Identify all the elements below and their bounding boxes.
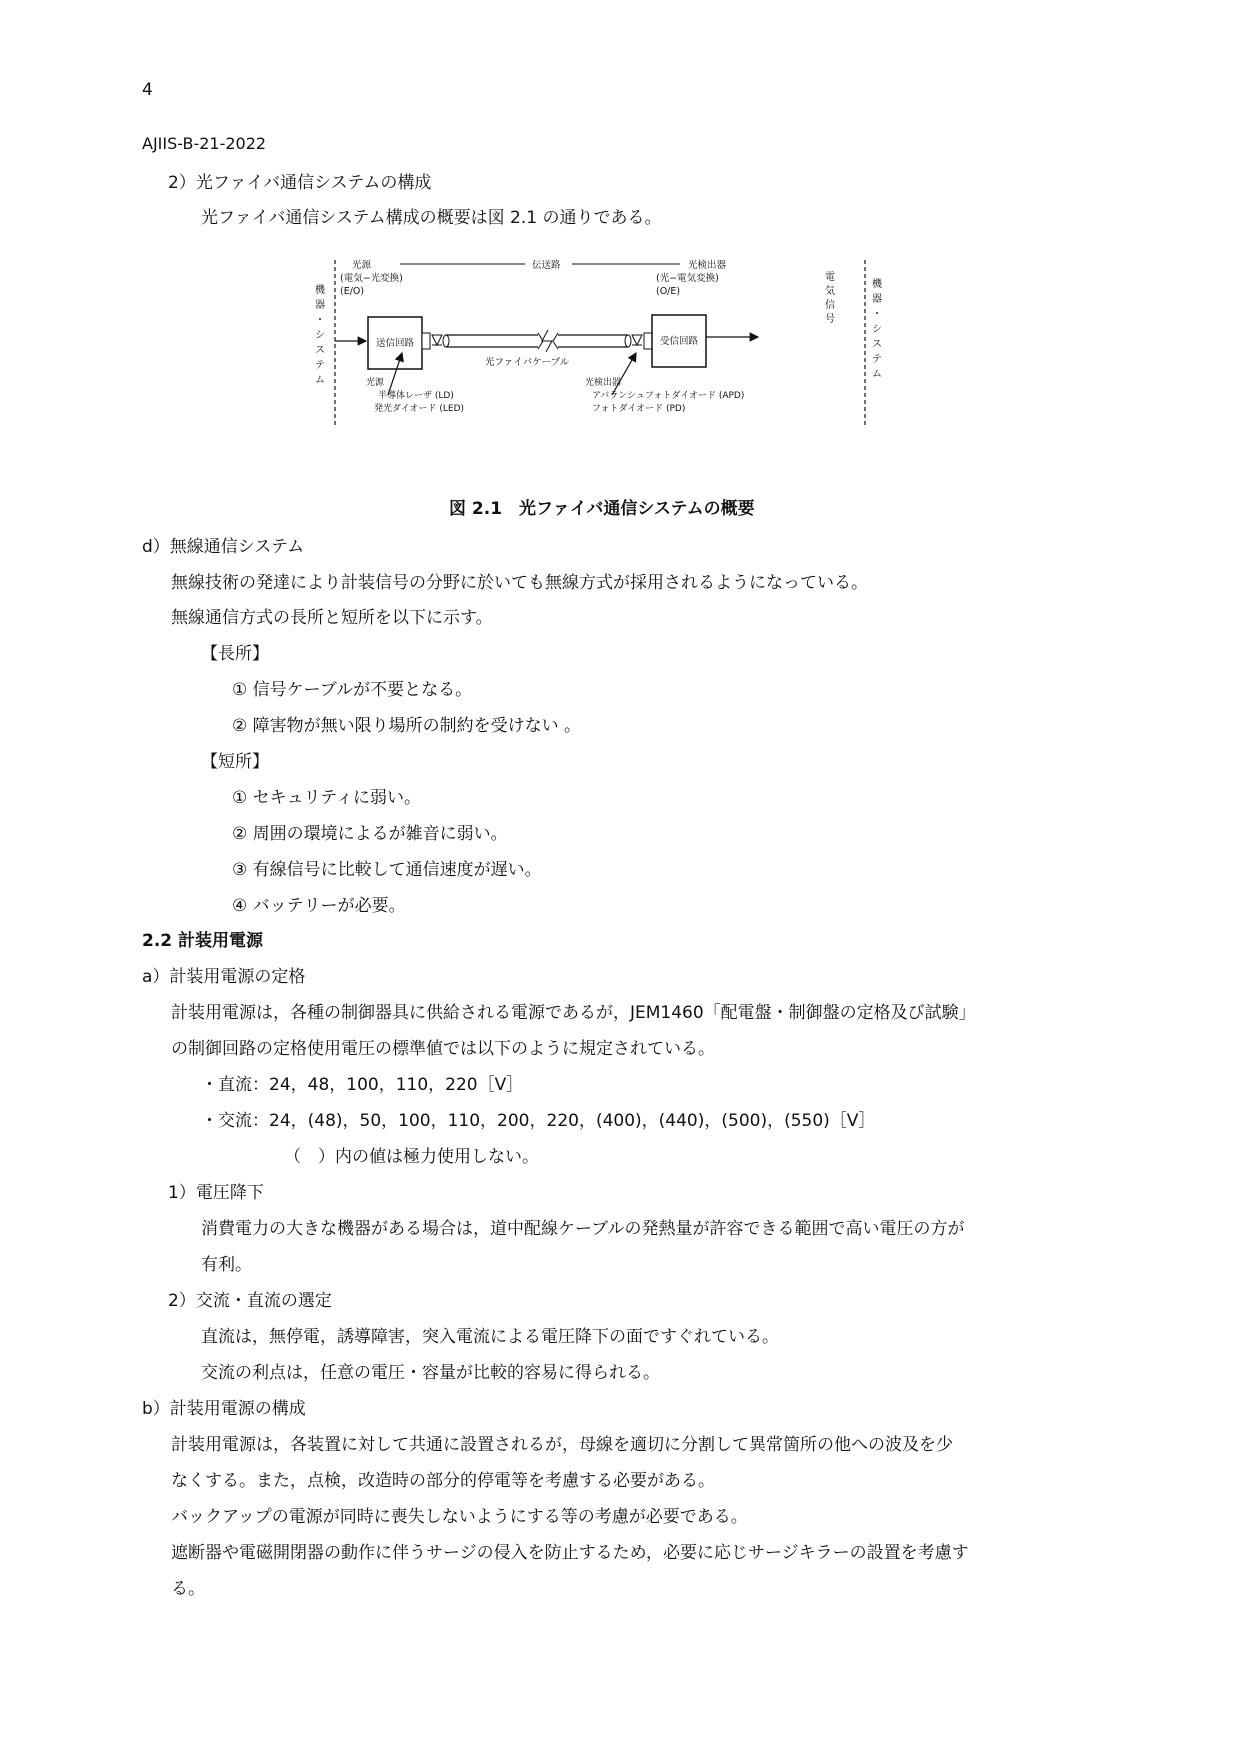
subsection-heading-ac-dc: 2）交流・直流の選定 [168, 1291, 332, 1311]
label-eo: (E/O) [340, 286, 365, 297]
label-detector-top: 光検出器 [688, 260, 727, 271]
svg-text:機: 機 [872, 279, 882, 290]
subsection-heading-optical: 2）光ファイバ通信システムの構成 [168, 173, 432, 193]
paragraph-voltage-drop-1: 消費電力の大きな機器がある場合は，道中配線ケーブルの発熱量が許容できる範囲で高い電圧の方が [201, 1219, 965, 1239]
advantage-item-2: ② 障害物が無い限り場所の制約を受けない 。 [232, 716, 582, 736]
svg-text:シ: シ [872, 324, 882, 335]
bottom-ld: 半導体レーザ (LD) [378, 391, 454, 401]
section-heading-power: 2.2 計装用電源 [142, 931, 264, 951]
svg-text:信: 信 [825, 300, 835, 311]
paragraph-configuration-5: る。 [171, 1579, 205, 1599]
paragraph-wireless-2: 無線通信方式の長所と短所を以下に示す。 [171, 608, 493, 628]
svg-text:器: 器 [315, 300, 325, 311]
ld-connector [422, 333, 430, 349]
svg-text:機: 機 [315, 285, 325, 296]
label-light-source-top: 光源 [352, 260, 372, 271]
svg-text:電: 電 [825, 272, 835, 283]
paragraph-ac-dc-1: 直流は，無停電，誘導障害，突入電流による電圧降下の面ですぐれている。 [201, 1327, 779, 1347]
bottom-apd: アバランシュフォトダイオード (APD) [592, 391, 745, 401]
page-number: 4 [142, 80, 153, 100]
pd-connector [644, 333, 652, 349]
label-oe-conversion: (光−電気変換) [656, 273, 719, 284]
paragraph-configuration-1: 計装用電源は，各装置に対して共通に設置されるが，母線を適切に分割して異常箇所の他への波及を少 [171, 1435, 953, 1455]
ac-voltage-list: ・交流：24，(48)，50，100，110，200，220，(400)，(440)，(500)，(550)［V］ [201, 1111, 876, 1131]
disadvantage-item-2: ② 周囲の環境によるが雑音に弱い。 [232, 824, 508, 844]
fiber-cable-label: 光ファイバケーブル [485, 357, 570, 368]
detector-pointer-arrow [612, 353, 636, 395]
paragraph-optical-intro: 光ファイバ通信システム構成の概要は図 2.1 の通りである。 [201, 208, 662, 228]
svg-text:ム: ム [872, 369, 882, 380]
optical-system-diagram [300, 255, 890, 470]
document-id: AJIIS-B-21-2022 [142, 134, 267, 153]
paragraph-rating-2: の制御回路の定格使用電圧の標準値では以下のように規定されている。 [171, 1039, 715, 1059]
svg-text:気: 気 [825, 286, 835, 297]
label-eo-conversion: (電気−光変換) [340, 273, 403, 284]
svg-text:シ: シ [315, 330, 325, 341]
paragraph-configuration-4: 遮断器や電磁開閉器の動作に伴うサージの侵入を防止するため，必要に応じサージキラーの設置を考慮す [171, 1543, 969, 1563]
cable-break-icon [542, 330, 552, 352]
disadvantage-item-4: ④ バッテリーが必要。 [232, 896, 406, 916]
paragraph-configuration-2: なくする。また，点検，改造時の部分的停電等を考慮する必要がある。 [171, 1471, 715, 1491]
electric-signal-label [825, 271, 835, 325]
svg-text:・: ・ [315, 315, 325, 326]
advantage-item-1: ① 信号ケーブルが不要となる。 [232, 680, 473, 700]
subsection-heading-configuration: b）計装用電源の構成 [142, 1399, 306, 1419]
subsection-heading-voltage-drop: 1）電圧降下 [168, 1183, 264, 1203]
svg-text:号: 号 [825, 314, 835, 325]
svg-text:テ: テ [872, 354, 882, 365]
paragraph-configuration-3: バックアップの電源が同時に喪失しないようにする等の考慮が必要である。 [171, 1507, 748, 1527]
paragraph-ac-dc-2: 交流の利点は，任意の電圧・容量が比較的容易に得られる。 [201, 1363, 660, 1383]
svg-text:ス: ス [872, 339, 882, 350]
figure-caption: 図 2.1 光ファイバ通信システムの概要 [449, 499, 755, 519]
receiver-label: 受信回路 [660, 336, 699, 347]
dc-voltage-list: ・直流：24，48，100，110，220［V］ [201, 1075, 524, 1095]
disadvantage-item-1: ① セキュリティに弱い。 [232, 788, 421, 808]
ld-diode-icon [432, 335, 442, 345]
bottom-light-source: 光源 [366, 378, 385, 388]
disadvantages-title: 【短所】 [201, 752, 269, 772]
left-system-label [315, 283, 326, 386]
svg-text:ス: ス [315, 345, 325, 356]
bottom-pd: フォトダイオード (PD) [592, 404, 686, 414]
bottom-detector: 光検出器 [585, 378, 622, 388]
svg-text:器: 器 [872, 294, 882, 305]
pd-diode-icon [632, 335, 642, 345]
disadvantage-item-3: ③ 有線信号に比較して通信速度が遅い。 [232, 860, 542, 880]
paragraph-wireless-1: 無線技術の発達により計装信号の分野に於いても無線方式が採用されるようになっている。 [171, 573, 868, 593]
right-system-label [872, 277, 883, 380]
section-heading-wireless: d）無線通信システム [142, 537, 305, 557]
svg-text:テ: テ [315, 360, 325, 371]
bottom-led: 発光ダイオード (LED) [374, 404, 465, 414]
svg-text:・: ・ [872, 309, 882, 320]
label-transmission-path: 伝送路 [532, 260, 561, 271]
paragraph-voltage-drop-2: 有利。 [201, 1255, 252, 1275]
transmitter-label: 送信回路 [376, 338, 415, 349]
svg-text:ム: ム [315, 375, 325, 386]
subsection-heading-rating: a）計装用電源の定格 [142, 967, 306, 987]
voltage-note: （ ）内の値は極力使用しない。 [284, 1147, 539, 1167]
label-oe: (O/E) [656, 286, 681, 297]
advantages-title: 【長所】 [201, 644, 269, 664]
paragraph-rating-1: 計装用電源は，各種の制御器具に供給される電源であるが，JEM1460「配電盤・制御盤の定格及び試験」 [171, 1003, 976, 1023]
